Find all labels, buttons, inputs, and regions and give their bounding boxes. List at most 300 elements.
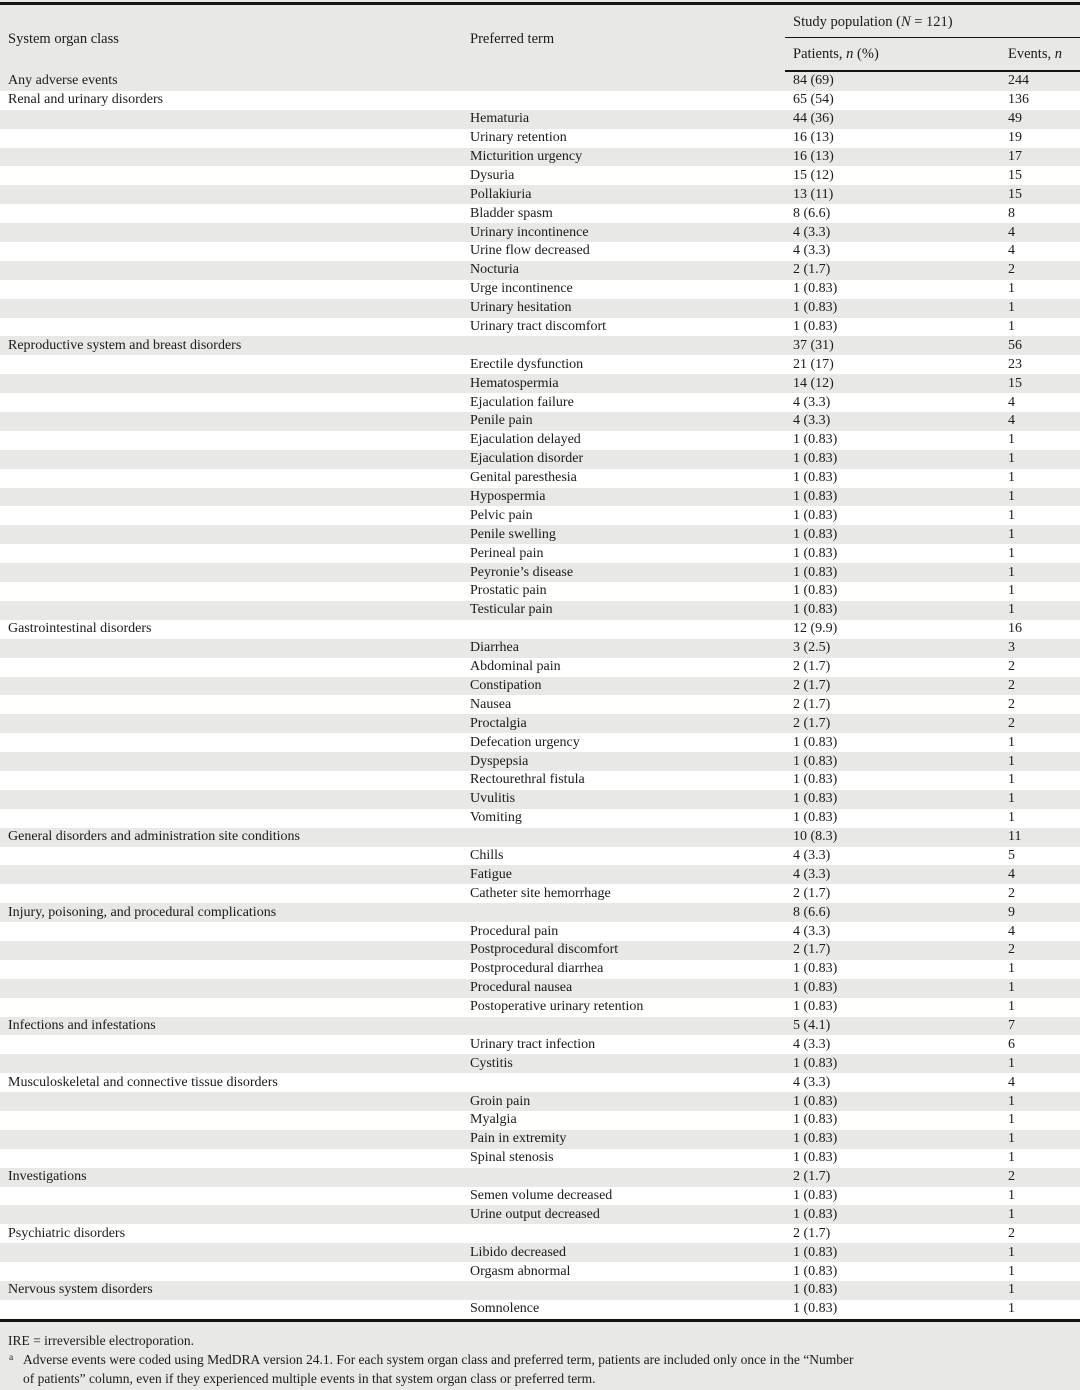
patients-cell: 1 (0.83) — [793, 1131, 838, 1147]
term-cell: Ejaculation failure — [470, 394, 574, 410]
term-cell: Vomiting — [470, 810, 522, 826]
patients-cell: 16 (13) — [793, 130, 834, 146]
events-cell: 2 — [1008, 885, 1015, 901]
patients-cell: 1 (0.83) — [793, 753, 838, 769]
events-cell: 2 — [1008, 942, 1015, 958]
patients-cell: 1 (0.83) — [793, 507, 838, 523]
soc-cell — [0, 790, 462, 809]
table-row-preferred-term — [0, 998, 1080, 1017]
term-cell: Pelvic pain — [470, 507, 533, 523]
events-cell: 9 — [1008, 904, 1015, 920]
footnote-a-line2: of patients” column, even if they experienced multiple events in that system organ class or preferred term. — [23, 1370, 596, 1386]
table-row-preferred-term — [0, 374, 1080, 393]
term-cell: Procedural nausea — [470, 980, 573, 996]
patients-cell: 1 (0.83) — [793, 1244, 838, 1260]
soc-cell — [0, 525, 462, 544]
table-row-system-organ-class — [0, 903, 1080, 922]
events-cell: 1 — [1008, 1131, 1015, 1147]
term-cell: Abdominal pain — [470, 659, 561, 675]
footnote-marker: a — [9, 1352, 14, 1363]
column-header-events — [1000, 38, 1080, 72]
events-cell: 1 — [1008, 319, 1015, 335]
patients-cell: 1 (0.83) — [793, 526, 838, 542]
events-cell: 7 — [1008, 1017, 1015, 1033]
patients-cell: 1 (0.83) — [793, 791, 838, 807]
term-cell — [462, 828, 785, 847]
patients-label: Patients, n (%) — [793, 45, 879, 62]
soc-cell — [0, 1130, 462, 1149]
events-cell: 15 — [1008, 375, 1022, 391]
patients-cell: 4 (3.3) — [793, 923, 831, 939]
term-cell: Micturition urgency — [470, 149, 583, 164]
term-cell: Groin pain — [470, 1093, 531, 1109]
events-cell: 136 — [1008, 92, 1029, 108]
patients-cell: 1 (0.83) — [793, 489, 838, 505]
patients-cell: 4 (3.3) — [793, 224, 831, 240]
patients-cell: 1 (0.83) — [793, 470, 838, 486]
soc-cell — [0, 544, 462, 563]
table-row-preferred-term — [0, 110, 1080, 129]
soc-cell — [0, 374, 462, 393]
events-cell: 1 — [1008, 583, 1015, 599]
table-row-preferred-term — [0, 412, 1080, 431]
events-cell: 1 — [1008, 281, 1015, 297]
events-cell: 1 — [1008, 1055, 1015, 1071]
soc-cell — [0, 941, 462, 960]
soc-cell — [0, 299, 462, 318]
patients-cell: 8 (6.6) — [793, 205, 831, 221]
table-row-preferred-term — [0, 242, 1080, 261]
table-row-preferred-term — [0, 809, 1080, 828]
soc-cell — [0, 1054, 462, 1073]
events-cell: 1 — [1008, 772, 1015, 788]
patients-cell: 8 (6.6) — [793, 904, 831, 920]
table-row-system-organ-class — [0, 620, 1080, 639]
term-cell: Hematospermia — [470, 375, 559, 391]
table-row-preferred-term — [0, 695, 1080, 714]
patients-cell: 13 (11) — [793, 186, 834, 202]
table-row-preferred-term — [0, 1300, 1080, 1320]
soc-cell — [0, 809, 462, 828]
table-row-preferred-term — [0, 714, 1080, 733]
patients-cell: 15 (12) — [793, 167, 834, 183]
events-cell: 1 — [1008, 1112, 1015, 1128]
table-row-preferred-term — [0, 790, 1080, 809]
adverse-events-table — [0, 2, 1080, 1322]
patients-cell: 12 (9.9) — [793, 621, 838, 637]
soc-cell: Gastrointestinal disorders — [8, 621, 152, 637]
events-cell: 1 — [1008, 791, 1015, 807]
patients-cell: 1 (0.83) — [793, 451, 838, 467]
table-row-preferred-term — [0, 922, 1080, 941]
term-cell: Peyronie’s disease — [470, 564, 574, 580]
term-cell: Myalgia — [470, 1112, 517, 1128]
events-cell: 11 — [1008, 829, 1022, 845]
soc-cell — [0, 450, 462, 469]
term-cell: Urine flow decreased — [470, 243, 590, 259]
table-row-preferred-term — [0, 525, 1080, 544]
patients-cell: 1 (0.83) — [793, 1150, 838, 1166]
term-cell: Urinary incontinence — [470, 224, 589, 240]
table-row-preferred-term — [0, 884, 1080, 903]
soc-cell — [0, 922, 462, 941]
events-cell: 17 — [1008, 149, 1022, 164]
term-cell: Genital paresthesia — [470, 470, 577, 486]
events-cell: 5 — [1008, 847, 1015, 863]
events-cell: 2 — [1008, 1169, 1015, 1185]
soc-cell — [0, 884, 462, 903]
events-cell: 15 — [1008, 167, 1022, 183]
term-cell: Dyspepsia — [470, 753, 529, 769]
soc-cell — [0, 752, 462, 771]
table-row-system-organ-class — [0, 1073, 1080, 1092]
patients-cell: 44 (36) — [793, 111, 834, 127]
table-row-preferred-term — [0, 318, 1080, 337]
events-cell: 1 — [1008, 451, 1015, 467]
events-cell: 6 — [1008, 1036, 1015, 1052]
term-cell: Urinary retention — [470, 130, 567, 146]
table-row-preferred-term — [0, 129, 1080, 148]
table-row-preferred-term — [0, 299, 1080, 318]
term-cell: Uvulitis — [470, 791, 516, 807]
soc-cell — [0, 148, 462, 167]
table-row-system-organ-class — [0, 91, 1080, 110]
table-row-preferred-term — [0, 1130, 1080, 1149]
patients-cell: 84 (69) — [793, 73, 834, 89]
term-cell: Defecation urgency — [470, 734, 580, 750]
soc-cell — [0, 166, 462, 185]
term-cell: Penile pain — [470, 413, 533, 429]
soc-cell — [0, 771, 462, 790]
term-cell: Diarrhea — [470, 640, 519, 656]
table-row-preferred-term — [0, 148, 1080, 167]
soc-cell — [0, 261, 462, 280]
table-row-system-organ-class — [0, 336, 1080, 355]
events-cell: 1 — [1008, 1301, 1015, 1317]
term-cell — [462, 903, 785, 922]
soc-cell — [0, 1205, 462, 1224]
events-cell: 1 — [1008, 1206, 1015, 1222]
soc-cell — [0, 1243, 462, 1262]
events-cell: 4 — [1008, 394, 1015, 410]
soc-cell — [0, 1187, 462, 1206]
table-row-preferred-term — [0, 960, 1080, 979]
soc-cell — [0, 506, 462, 525]
soc-cell — [0, 714, 462, 733]
soc-cell: Reproductive system and breast disorders — [8, 337, 242, 353]
table-row-preferred-term — [0, 1054, 1080, 1073]
term-cell — [462, 1017, 785, 1036]
table-row-system-organ-class — [0, 1168, 1080, 1187]
term-cell — [462, 71, 785, 91]
term-cell: Cystitis — [470, 1055, 513, 1071]
soc-cell — [0, 695, 462, 714]
soc-cell — [0, 469, 462, 488]
column-header-system-organ-class: System organ class — [8, 30, 119, 47]
table-row-preferred-term — [0, 979, 1080, 998]
table-row-preferred-term — [0, 469, 1080, 488]
term-cell: Pain in extremity — [470, 1131, 567, 1147]
soc-cell — [0, 129, 462, 148]
patients-cell: 1 (0.83) — [793, 583, 838, 599]
term-cell: Hypospermia — [470, 489, 546, 505]
events-cell: 15 — [1008, 186, 1022, 202]
soc-cell — [0, 658, 462, 677]
soc-cell — [0, 355, 462, 374]
term-cell: Penile swelling — [470, 526, 556, 542]
term-cell: Spinal stenosis — [470, 1150, 554, 1166]
term-cell: Ejaculation delayed — [470, 432, 581, 448]
term-cell: Catheter site hemorrhage — [470, 885, 611, 901]
term-cell: Erectile dysfunction — [470, 356, 584, 372]
events-cell: 1 — [1008, 734, 1015, 750]
events-cell: 2 — [1008, 696, 1015, 712]
term-cell: Rectourethral fistula — [470, 772, 585, 788]
table-row-system-organ-class — [0, 1224, 1080, 1243]
patients-cell: 1 (0.83) — [793, 319, 838, 335]
events-cell: 4 — [1008, 413, 1015, 429]
header-row-main — [0, 4, 1080, 38]
soc-cell: General disorders and administration site conditions — [8, 829, 300, 845]
term-cell: Urinary tract infection — [470, 1036, 596, 1052]
table-row-preferred-term — [0, 355, 1080, 374]
table-row-preferred-term — [0, 771, 1080, 790]
table-row-preferred-term — [0, 658, 1080, 677]
table-row-preferred-term — [0, 677, 1080, 696]
patients-cell: 1 (0.83) — [793, 564, 838, 580]
events-cell: 1 — [1008, 961, 1015, 977]
table-row-preferred-term — [0, 223, 1080, 242]
patients-cell: 65 (54) — [793, 92, 834, 108]
patients-cell: 4 (3.3) — [793, 866, 831, 882]
events-cell: 1 — [1008, 1244, 1015, 1260]
term-cell: Chills — [470, 847, 504, 863]
events-cell: 3 — [1008, 640, 1015, 656]
term-cell: Procedural pain — [470, 923, 559, 939]
patients-cell: 1 (0.83) — [793, 1282, 838, 1298]
events-cell: 1 — [1008, 300, 1015, 316]
soc-cell — [0, 412, 462, 431]
table-row-preferred-term — [0, 1035, 1080, 1054]
patients-cell: 1 (0.83) — [793, 432, 838, 448]
events-cell: 4 — [1008, 224, 1015, 240]
events-cell: 1 — [1008, 999, 1015, 1015]
soc-cell: Infections and infestations — [8, 1017, 156, 1033]
soc-cell — [0, 1092, 462, 1111]
term-cell: Testicular pain — [470, 602, 553, 618]
term-cell — [462, 336, 785, 355]
table-row-preferred-term — [0, 544, 1080, 563]
soc-cell — [0, 1149, 462, 1168]
soc-cell — [0, 563, 462, 582]
events-cell: 49 — [1008, 111, 1022, 127]
term-cell — [462, 1073, 785, 1092]
patients-cell: 1 (0.83) — [793, 281, 838, 297]
patients-cell: 21 (17) — [793, 356, 834, 372]
soc-cell — [0, 318, 462, 337]
table-row-preferred-term — [0, 393, 1080, 412]
soc-cell — [0, 110, 462, 129]
patients-cell: 1 (0.83) — [793, 300, 838, 316]
table-row-preferred-term — [0, 1092, 1080, 1111]
soc-cell — [0, 242, 462, 261]
table-body — [0, 71, 1080, 1320]
soc-cell: Injury, poisoning, and procedural complications — [8, 904, 277, 920]
table-row-preferred-term — [0, 185, 1080, 204]
term-cell: Nocturia — [470, 262, 519, 278]
term-cell: Prostatic pain — [470, 583, 547, 599]
soc-cell — [0, 582, 462, 601]
patients-cell: 2 (1.7) — [793, 715, 831, 731]
table-row-preferred-term — [0, 1111, 1080, 1130]
table-row-preferred-term — [0, 280, 1080, 299]
soc-cell — [0, 960, 462, 979]
term-cell: Fatigue — [470, 866, 512, 882]
patients-cell: 1 (0.83) — [793, 1093, 838, 1109]
events-cell: 16 — [1008, 621, 1022, 637]
soc-cell — [0, 1035, 462, 1054]
events-cell: 1 — [1008, 1150, 1015, 1166]
term-cell — [462, 91, 785, 110]
events-cell: 1 — [1008, 545, 1015, 561]
term-cell: Hematuria — [470, 111, 530, 127]
term-cell: Pollakiuria — [470, 186, 532, 202]
table-row-preferred-term — [0, 1149, 1080, 1168]
table-row-preferred-term — [0, 488, 1080, 507]
patients-cell: 10 (8.3) — [793, 829, 838, 845]
events-cell: 1 — [1008, 1093, 1015, 1109]
soc-cell — [0, 677, 462, 696]
patients-cell: 1 (0.83) — [793, 1187, 838, 1203]
footnote-a-text-line1: Adverse events were coded using MedDRA version 24.1. For each system organ class and preferred term, patients are included only once in the “Number — [23, 1351, 854, 1367]
patients-cell: 1 (0.83) — [793, 734, 838, 750]
soc-cell — [0, 639, 462, 658]
study-population-label: Study population (N = 121) — [793, 13, 953, 30]
term-cell: Urinary hesitation — [470, 300, 572, 316]
term-cell: Postprocedural discomfort — [470, 942, 619, 958]
table-row-preferred-term — [0, 450, 1080, 469]
events-cell: 8 — [1008, 205, 1015, 221]
patients-cell: 4 (3.3) — [793, 1036, 831, 1052]
soc-cell: Musculoskeletal and connective tissue disorders — [8, 1074, 278, 1090]
table-row-preferred-term — [0, 941, 1080, 960]
soc-cell — [0, 733, 462, 752]
soc-cell — [0, 185, 462, 204]
table-row-system-organ-class — [0, 1017, 1080, 1036]
table-row-preferred-term — [0, 582, 1080, 601]
table-row-preferred-term — [0, 1262, 1080, 1281]
events-cell: 1 — [1008, 753, 1015, 769]
patients-cell: 2 (1.7) — [793, 1225, 831, 1241]
patients-cell: 2 (1.7) — [793, 262, 831, 278]
patients-cell: 2 (1.7) — [793, 659, 831, 675]
term-cell: Ejaculation disorder — [470, 451, 584, 467]
table-row-preferred-term — [0, 563, 1080, 582]
term-cell: Proctalgia — [470, 715, 527, 731]
soc-cell: Renal and urinary disorders — [8, 92, 164, 108]
soc-cell — [0, 998, 462, 1017]
term-cell: Constipation — [470, 677, 542, 693]
patients-cell: 1 (0.83) — [793, 772, 838, 788]
events-cell: 2 — [1008, 715, 1015, 731]
soc-cell: Psychiatric disorders — [8, 1225, 126, 1241]
events-cell: 1 — [1008, 432, 1015, 448]
term-cell: Nausea — [470, 696, 512, 712]
patients-cell: 4 (3.3) — [793, 394, 831, 410]
table-header — [0, 4, 1080, 72]
events-cell: 4 — [1008, 923, 1015, 939]
soc-cell — [0, 1262, 462, 1281]
table-row-system-organ-class — [0, 1281, 1080, 1300]
table-row-system-organ-class — [0, 71, 1080, 91]
soc-cell — [0, 488, 462, 507]
events-cell: 2 — [1008, 677, 1015, 693]
events-cell: 1 — [1008, 980, 1015, 996]
term-cell: Dysuria — [470, 167, 515, 183]
patients-cell: 5 (4.1) — [793, 1017, 831, 1033]
events-cell: 1 — [1008, 507, 1015, 523]
patients-cell: 2 (1.7) — [793, 1169, 831, 1185]
table-row-preferred-term — [0, 506, 1080, 525]
term-cell — [462, 1281, 785, 1300]
term-cell — [462, 1224, 785, 1243]
soc-cell — [0, 280, 462, 299]
soc-cell — [0, 431, 462, 450]
patients-cell: 4 (3.3) — [793, 1074, 831, 1090]
patients-cell: 2 (1.7) — [793, 677, 831, 693]
table-row-preferred-term — [0, 733, 1080, 752]
events-cell: 1 — [1008, 1282, 1015, 1298]
events-cell: 244 — [1008, 73, 1029, 89]
patients-cell: 4 (3.3) — [793, 847, 831, 863]
footnote-a-line1 — [8, 1350, 1072, 1369]
patients-cell: 37 (31) — [793, 337, 834, 353]
term-cell: Urinary tract discomfort — [470, 319, 607, 335]
patients-cell: 4 (3.3) — [793, 243, 831, 259]
events-cell: 1 — [1008, 1263, 1015, 1279]
events-cell: 56 — [1008, 337, 1022, 353]
soc-cell — [0, 865, 462, 884]
events-cell: 2 — [1008, 659, 1015, 675]
soc-cell — [0, 223, 462, 242]
soc-cell: Nervous system disorders — [8, 1282, 153, 1298]
patients-cell: 1 (0.83) — [793, 810, 838, 826]
patients-cell: 1 (0.83) — [793, 1206, 838, 1222]
term-cell: Urine output decreased — [470, 1206, 600, 1222]
table-row-preferred-term — [0, 865, 1080, 884]
events-cell: 1 — [1008, 602, 1015, 618]
soc-cell — [0, 601, 462, 620]
table-row-preferred-term — [0, 847, 1080, 866]
column-header-study-population — [785, 4, 1080, 38]
soc-cell: Investigations — [8, 1169, 87, 1185]
patients-cell: 1 (0.83) — [793, 545, 838, 561]
table-row-preferred-term — [0, 166, 1080, 185]
soc-cell — [0, 847, 462, 866]
column-header-patients — [785, 38, 1000, 72]
term-cell: Perineal pain — [470, 545, 544, 561]
table-footnotes — [0, 1322, 1080, 1388]
patients-cell: 16 (13) — [793, 149, 834, 164]
events-cell: 4 — [1008, 243, 1015, 259]
soc-cell — [0, 979, 462, 998]
patients-cell: 1 (0.83) — [793, 1055, 838, 1071]
patients-cell: 1 (0.83) — [793, 1112, 838, 1128]
term-cell: Postoperative urinary retention — [470, 999, 644, 1015]
patients-cell: 2 (1.7) — [793, 696, 831, 712]
soc-cell — [0, 393, 462, 412]
events-cell: 4 — [1008, 866, 1015, 882]
